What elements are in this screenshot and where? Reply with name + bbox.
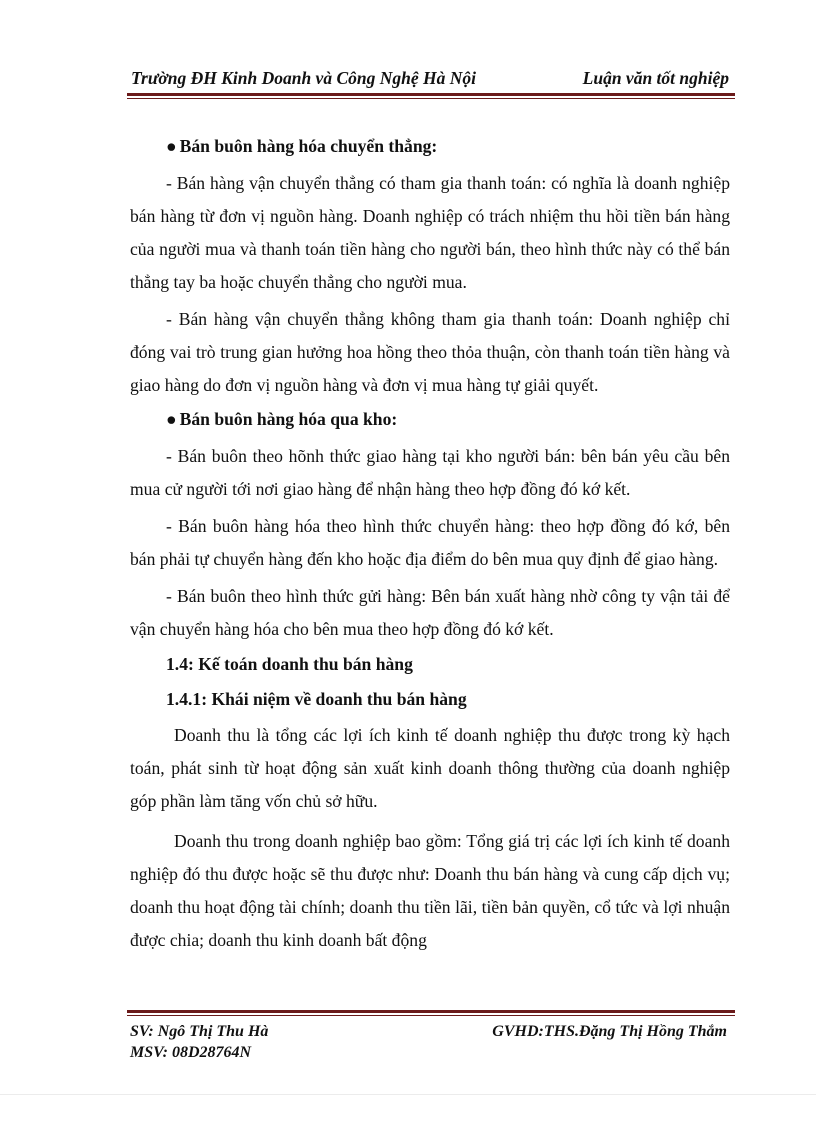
header-school: Trường ĐH Kinh Doanh và Công Nghệ Hà Nội bbox=[131, 68, 476, 88]
paragraph: - Bán buôn theo hình thức gửi hàng: Bên bán xuất hàng nhờ công ty vận tải để vận chuyển hàng hóa cho bên mua theo hợp đồng đó kớ kết. bbox=[130, 586, 730, 639]
footer-rule-thin bbox=[127, 1015, 735, 1016]
header-rule bbox=[127, 93, 735, 96]
header-rule-thin bbox=[127, 98, 735, 99]
page-header bbox=[127, 68, 733, 92]
page-body bbox=[130, 129, 730, 957]
bullet-icon: ● bbox=[166, 136, 177, 156]
section-heading: 1.4: Kế toán doanh thu bán hàng bbox=[166, 654, 413, 674]
footer-student: SV: Ngô Thị Thu Hà bbox=[130, 1023, 269, 1040]
paragraph: Doanh thu là tổng các lợi ích kinh tế doanh nghiệp thu được trong kỳ hạch toán, phát sinh từ hoạt động sản xuất kinh doanh thông thường của doanh nghiệp góp phần làm tăng vốn chủ sở hữu. bbox=[130, 725, 730, 811]
paragraph: - Bán hàng vận chuyển thẳng không tham gia thanh toán: Doanh nghiệp chỉ đóng vai trò trung gian hưởng hoa hồng theo thỏa thuận, còn thanh toán tiền hàng và giao hàng do đơn vị nguồn hàng và đơn vị mua hàng tự giải quyết. bbox=[130, 309, 730, 395]
page-bottom-divider bbox=[0, 1094, 816, 1095]
subsection-heading: 1.4.1: Khái niệm về doanh thu bán hàng bbox=[166, 689, 467, 709]
bullet-heading: ● Bán buôn hàng hóa chuyển thẳng: bbox=[166, 136, 438, 156]
footer-rule bbox=[127, 1010, 735, 1013]
bullet-icon: ● bbox=[166, 409, 177, 429]
paragraph: Doanh thu trong doanh nghiệp bao gồm: Tổng giá trị các lợi ích kinh tế doanh nghiệp đó thu được hoặc sẽ thu được như: Doanh thu bán hàng và cung cấp dịch vụ; doanh thu hoạt động tài chính; doanh thu tiền lãi, tiền bản quyền, cổ tức và lợi nhuận được chia; doanh thu kinh doanh bất động bbox=[130, 831, 730, 950]
header-thesis-title: Luận văn tốt nghiệp bbox=[582, 68, 729, 88]
paragraph: - Bán buôn theo hõnh thức giao hàng tại kho người bán: bên bán yêu cầu bên mua cử người tới nơi giao hàng để nhận hàng theo hợp đồng đó kớ kết. bbox=[130, 446, 730, 499]
footer-advisor: GVHD:THS.Đặng Thị Hồng Thắm bbox=[492, 1023, 727, 1040]
bullet-heading: ● Bán buôn hàng hóa qua kho: bbox=[166, 409, 398, 429]
paragraph: - Bán hàng vận chuyển thẳng có tham gia thanh toán: có nghĩa là doanh nghiệp bán hàng từ đơn vị nguồn hàng. Doanh nghiệp có trách nhiệm thu hồi tiền bán hàng của người mua và thanh toán tiền hàng cho người bán, theo hình thức này có thể bán thẳng tay ba hoặc chuyển thẳng cho người mua. bbox=[130, 173, 730, 292]
footer-student-id: MSV: 08D28764N bbox=[130, 1044, 252, 1061]
paragraph: - Bán buôn hàng hóa theo hình thức chuyển hàng: theo hợp đồng đó kớ, bên bán phải tự chuyển hàng đến kho hoặc địa điểm do bên mua quy định để giao hàng. bbox=[130, 516, 730, 569]
